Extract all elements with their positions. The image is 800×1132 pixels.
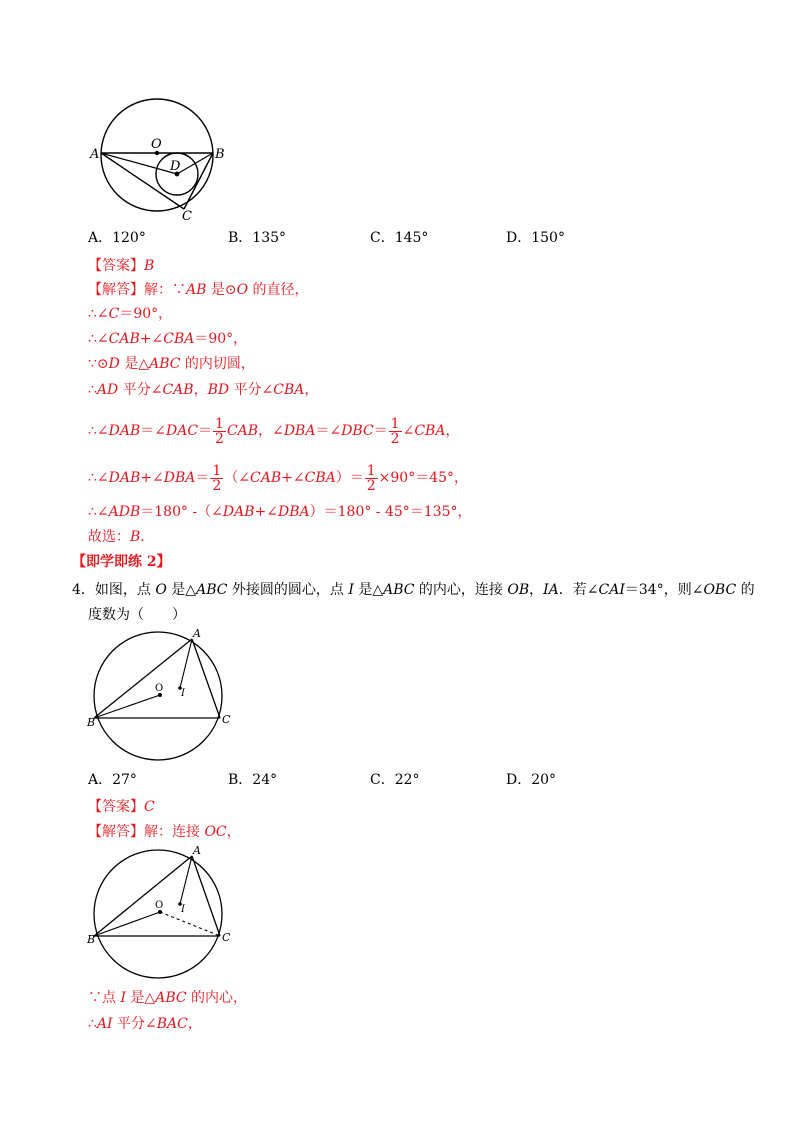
- q3-options: [88, 228, 565, 248]
- label-b: B: [215, 147, 225, 162]
- option-b[interactable]: B．24°: [228, 772, 278, 788]
- q3-solution-line-7: ∴∠DAB+∠DBA＝ $\frac{1}{2}$ （∠CAB+∠CBA）＝ $\frac{1}{2}$ ×90°＝45°，: [88, 462, 469, 494]
- option-b[interactable]: B．135°: [228, 230, 287, 246]
- option-c[interactable]: C．145°: [370, 230, 429, 246]
- label-i: I: [181, 688, 185, 699]
- option-a[interactable]: A．120°: [88, 230, 146, 246]
- option-d[interactable]: D．150°: [506, 230, 565, 246]
- q3-solution-line-8: ∴∠ADB＝180° -（∠DAB+∠DBA）＝180° - 45°＝135°，: [88, 504, 472, 520]
- q3-solution-line-9: 故选：B．: [88, 529, 155, 545]
- figure-incircle: [86, 90, 236, 225]
- q3-solution-line-3: ∴∠CAB+∠CBA＝90°，: [88, 331, 248, 347]
- q3-solution-line-5: ∴AD 平分∠CAB，BD 平分∠CBA，: [88, 382, 319, 398]
- label-c: C: [222, 931, 231, 944]
- q4-solution-line-1: 【解答】解：连接 OC，: [88, 824, 241, 840]
- label-o: O: [151, 137, 162, 152]
- q4-answer: 【答案】C: [88, 799, 155, 815]
- label-c: C: [182, 209, 192, 224]
- option-c[interactable]: C．22°: [370, 772, 420, 788]
- q3-answer: 【答案】B: [88, 258, 155, 274]
- option-d[interactable]: D．20°: [506, 772, 557, 788]
- label-a: A: [193, 844, 201, 857]
- practice-heading: 【即学即练 2】: [72, 554, 171, 570]
- q4-stem-line-2: 度数为（ ）: [88, 607, 186, 623]
- label-o: O: [155, 683, 164, 694]
- label-i: I: [181, 904, 185, 915]
- figure-circumcircle-oc: [86, 842, 236, 982]
- label-c: C: [222, 713, 231, 726]
- figure-circumcircle: [86, 625, 236, 765]
- q3-solution-line-2: ∴∠C＝90°，: [88, 306, 173, 322]
- q4-stem-line-1: 4．如图，点 O 是△ABC 外接圆的圆心，点 I 是△ABC 的内心，连接 OB，IA．若∠CAI＝34°，则∠OBC 的: [72, 582, 755, 598]
- label-b: B: [87, 716, 96, 729]
- label-b: B: [87, 933, 96, 946]
- q3-solution-line-6: ∴∠DAB＝∠DAC＝ $\frac{1}{2}$ CAB，∠DBA＝∠DBC＝ $\frac{1}{2}$ ∠CBA，: [88, 415, 460, 447]
- q3-solution-line-1: 【解答】解：∵AB 是⊙O 的直径，: [88, 282, 309, 298]
- q4-solution-line-3: ∴AI 平分∠BAC，: [88, 1016, 202, 1032]
- option-a[interactable]: A．27°: [88, 772, 137, 788]
- label-a: A: [90, 147, 100, 162]
- label-o: O: [155, 900, 164, 911]
- q3-solution-line-4: ∵⊙D 是△ABC 的内切圆，: [88, 356, 255, 372]
- label-a: A: [193, 627, 201, 640]
- q4-solution-line-2: ∵点 I 是△ABC 的内心，: [88, 990, 248, 1006]
- q4-options: [88, 770, 556, 790]
- label-d: D: [170, 159, 181, 174]
